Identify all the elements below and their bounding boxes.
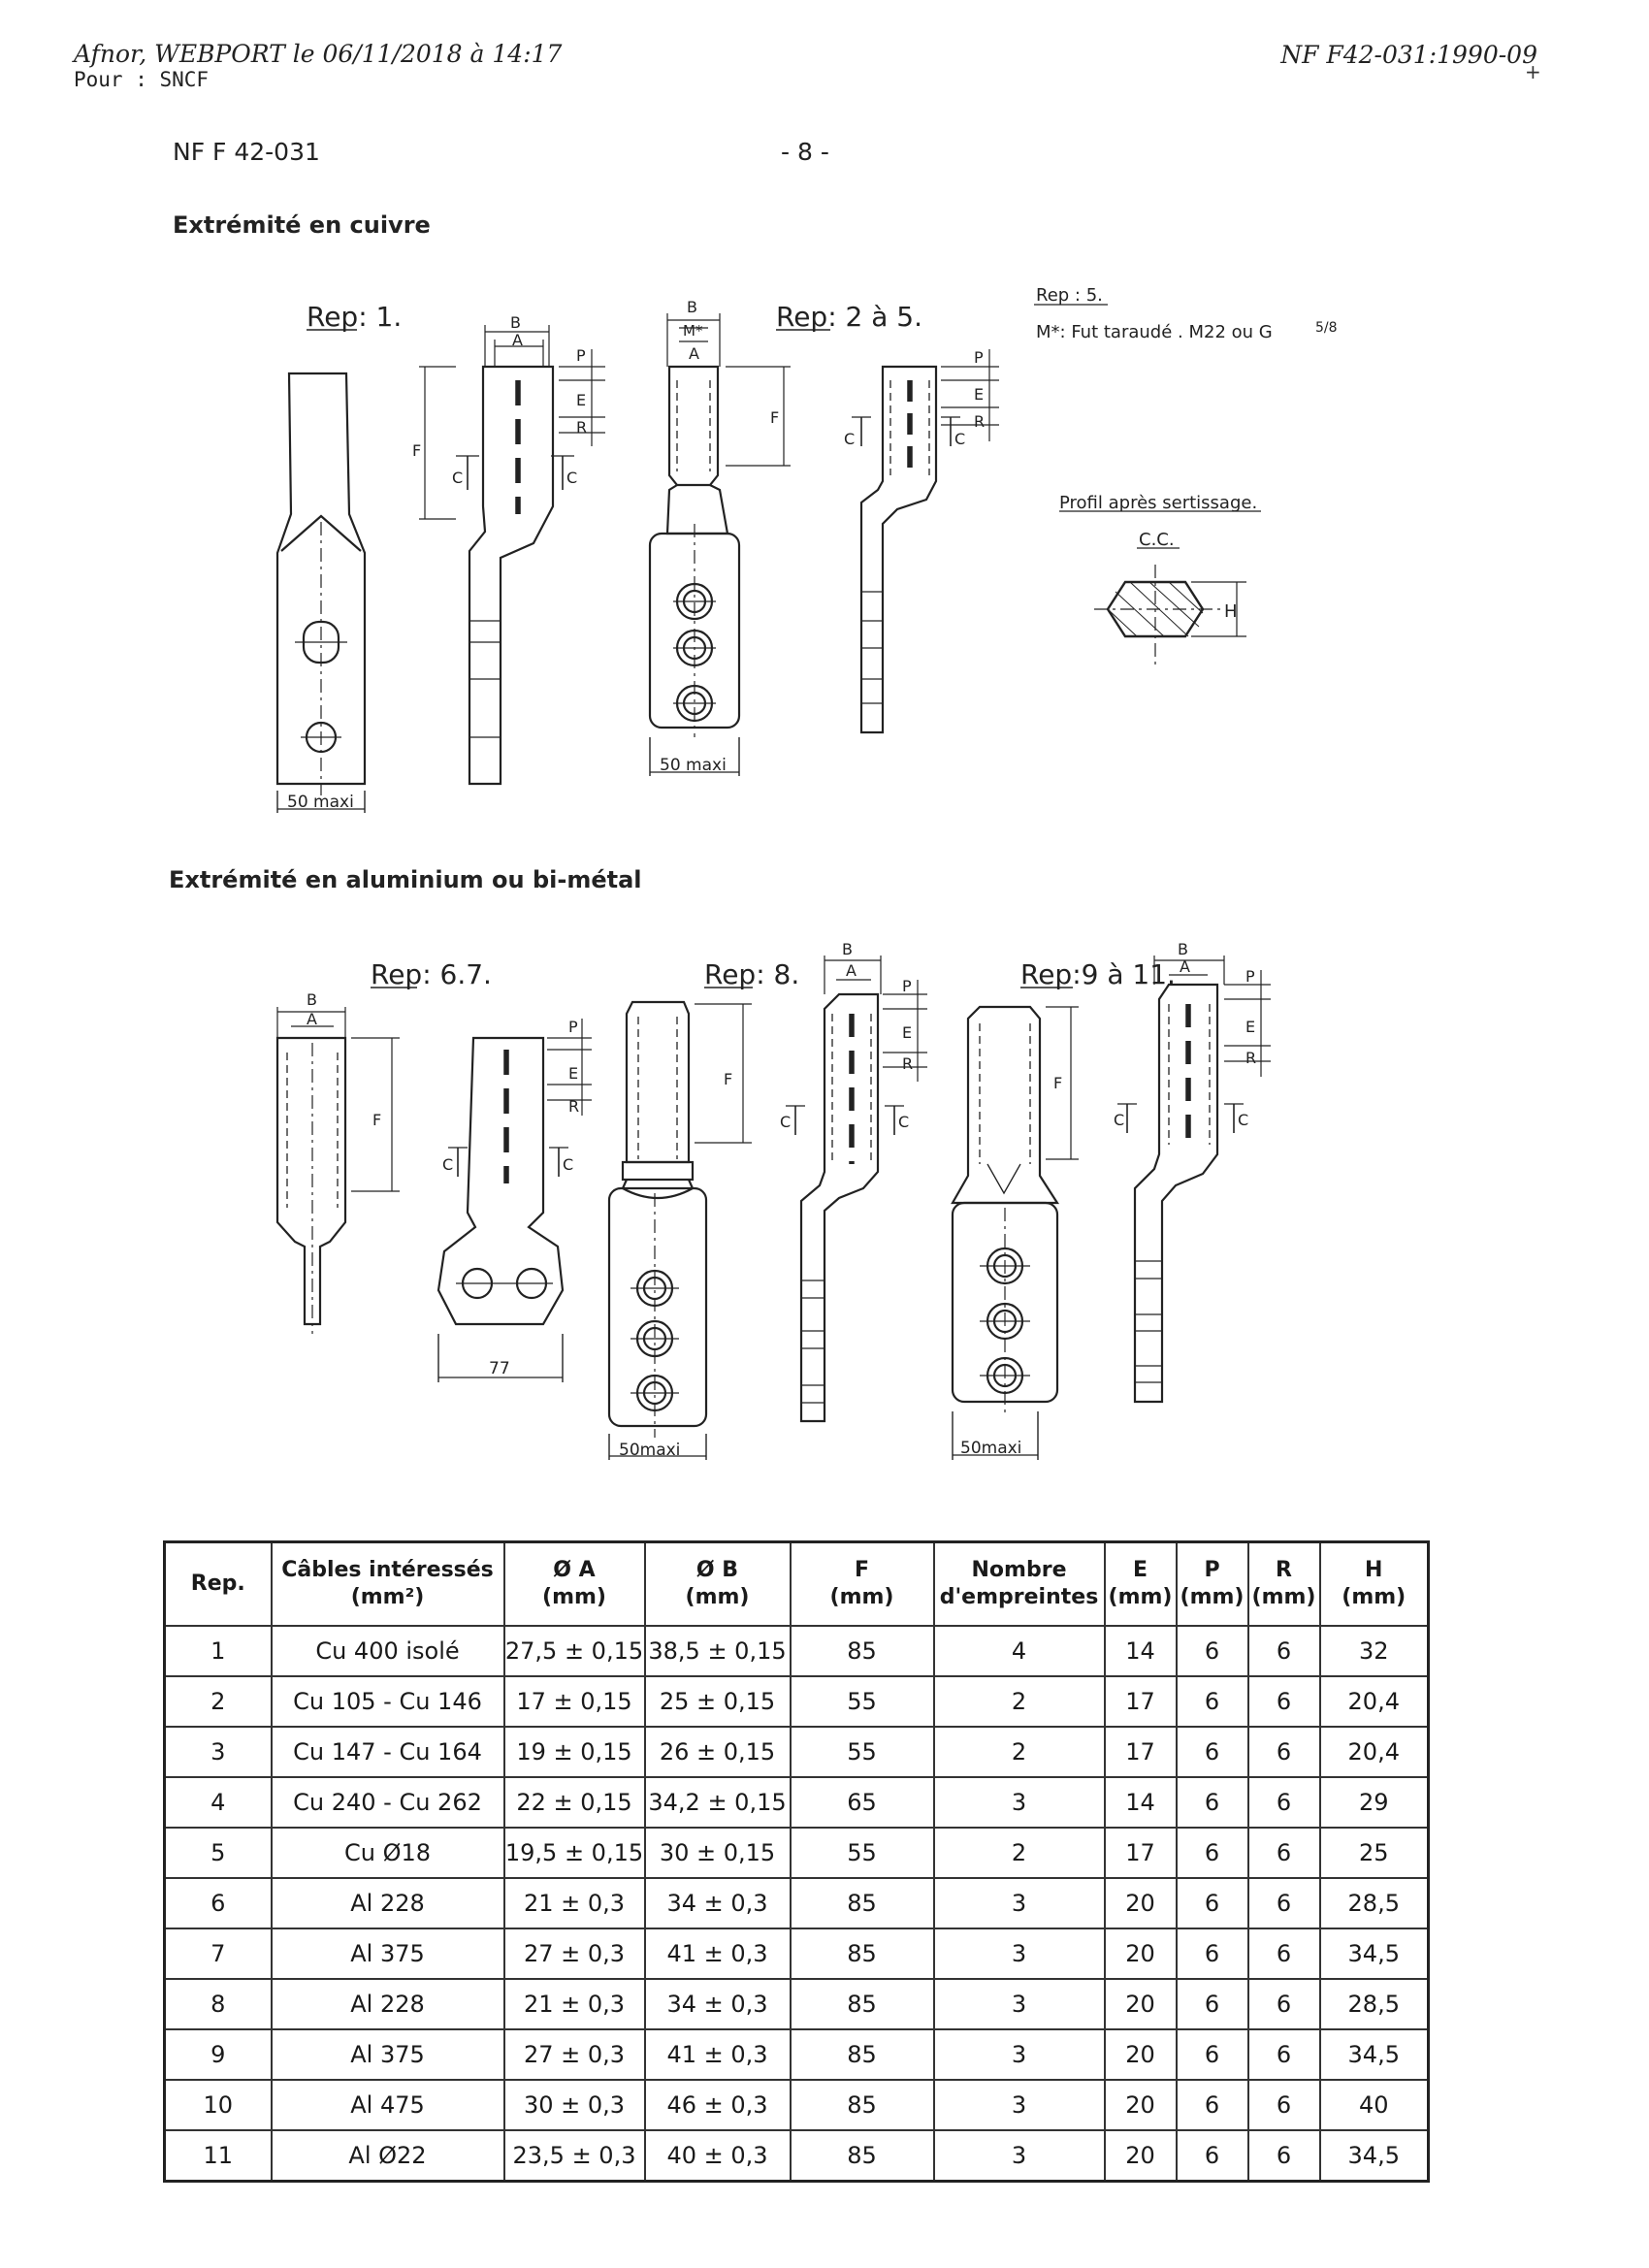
cell-f: 85 bbox=[791, 2130, 934, 2182]
drawing-rep2-side bbox=[852, 349, 999, 732]
cell-rep: 4 bbox=[165, 1777, 272, 1828]
cell-diameter-b: 34,2 ± 0,15 bbox=[645, 1777, 791, 1828]
table-row bbox=[165, 1626, 1429, 1676]
label-rep8-50maxi: 50maxi bbox=[619, 1441, 681, 1460]
cell-empreintes: 2 bbox=[934, 1828, 1105, 1878]
dim-b: B bbox=[687, 298, 697, 316]
column-header-diameter-a: Ø A (mm) bbox=[504, 1542, 645, 1627]
cell-diameter-a: 19,5 ± 0,15 bbox=[504, 1828, 645, 1878]
section-title-copper: Extrémité en cuivre bbox=[173, 211, 431, 239]
cell-rep: 11 bbox=[165, 2130, 272, 2182]
table-row bbox=[165, 2080, 1429, 2130]
cell-cables: Al 375 bbox=[272, 1928, 504, 1979]
cell-e: 20 bbox=[1105, 1979, 1177, 2029]
dim-f: F bbox=[412, 441, 422, 460]
cell-diameter-a: 22 ± 0,15 bbox=[504, 1777, 645, 1828]
cell-diameter-a: 19 ± 0,15 bbox=[504, 1727, 645, 1777]
cell-f: 85 bbox=[791, 2029, 934, 2080]
cell-r: 6 bbox=[1248, 1727, 1320, 1777]
label-rep2-5: Rep: 2 à 5. bbox=[776, 301, 923, 333]
cell-p: 6 bbox=[1177, 2130, 1248, 2182]
dim-a: A bbox=[307, 1010, 317, 1028]
cell-h: 34,5 bbox=[1320, 2130, 1429, 2182]
cell-empreintes: 2 bbox=[934, 1727, 1105, 1777]
dim-e: E bbox=[576, 391, 587, 409]
dim-c: C bbox=[1114, 1111, 1125, 1129]
standard-reference: NF F 42-031 bbox=[173, 138, 320, 166]
cell-diameter-a: 23,5 ± 0,3 bbox=[504, 2130, 645, 2182]
dim-c: C bbox=[898, 1113, 910, 1131]
cell-r: 6 bbox=[1248, 1928, 1320, 1979]
cell-cables: Al Ø22 bbox=[272, 2130, 504, 2182]
column-header-rep: Rep. bbox=[165, 1542, 272, 1627]
cell-f: 55 bbox=[791, 1727, 934, 1777]
dim-c: C bbox=[563, 1155, 574, 1174]
dim-m: M* bbox=[683, 322, 703, 340]
table-row bbox=[165, 1727, 1429, 1777]
dim-c: C bbox=[844, 430, 856, 448]
cell-r: 6 bbox=[1248, 1626, 1320, 1676]
table-header-row bbox=[165, 1542, 1429, 1627]
dim-p: P bbox=[1245, 967, 1255, 986]
cell-diameter-b: 40 ± 0,3 bbox=[645, 2130, 791, 2182]
dim-f: F bbox=[1053, 1074, 1063, 1092]
label-rep5-note: M*: Fut taraudé . M22 ou G bbox=[1036, 322, 1273, 342]
label-profile-title: Profil après sertissage. bbox=[1059, 493, 1258, 513]
cell-f: 85 bbox=[791, 1878, 934, 1928]
table-row bbox=[165, 1979, 1429, 2029]
cell-diameter-a: 27,5 ± 0,15 bbox=[504, 1626, 645, 1676]
cell-f: 65 bbox=[791, 1777, 934, 1828]
cell-r: 6 bbox=[1248, 1979, 1320, 2029]
cell-diameter-b: 26 ± 0,15 bbox=[645, 1727, 791, 1777]
cell-empreintes: 4 bbox=[934, 1626, 1105, 1676]
cell-rep: 7 bbox=[165, 1928, 272, 1979]
cell-p: 6 bbox=[1177, 1626, 1248, 1676]
cell-diameter-a: 17 ± 0,15 bbox=[504, 1676, 645, 1727]
dim-e: E bbox=[974, 385, 985, 404]
cell-diameter-a: 21 ± 0,3 bbox=[504, 1979, 645, 2029]
cell-h: 34,5 bbox=[1320, 1928, 1429, 1979]
cell-empreintes: 3 bbox=[934, 1979, 1105, 2029]
cell-diameter-b: 25 ± 0,15 bbox=[645, 1676, 791, 1727]
cell-h: 25 bbox=[1320, 1828, 1429, 1878]
table-row bbox=[165, 1928, 1429, 1979]
cell-e: 14 bbox=[1105, 1777, 1177, 1828]
cell-empreintes: 3 bbox=[934, 2080, 1105, 2130]
cell-p: 6 bbox=[1177, 1828, 1248, 1878]
cell-p: 6 bbox=[1177, 2080, 1248, 2130]
dim-e: E bbox=[568, 1064, 579, 1083]
table-row bbox=[165, 2029, 1429, 2080]
page-number: - 8 - bbox=[781, 138, 829, 166]
cell-diameter-a: 21 ± 0,3 bbox=[504, 1878, 645, 1928]
cell-h: 20,4 bbox=[1320, 1676, 1429, 1727]
cell-r: 6 bbox=[1248, 1828, 1320, 1878]
document-source-line: Afnor, WEBPORT le 06/11/2018 à 14:17 bbox=[74, 40, 563, 68]
column-header-empreintes: Nombre d'empreintes bbox=[934, 1542, 1105, 1627]
column-header-h: H (mm) bbox=[1320, 1542, 1429, 1627]
cell-p: 6 bbox=[1177, 1878, 1248, 1928]
dim-r: R bbox=[1245, 1049, 1257, 1067]
dim-c: C bbox=[954, 430, 966, 448]
label-rep9-50maxi: 50maxi bbox=[960, 1439, 1022, 1458]
column-header-p: P (mm) bbox=[1177, 1542, 1248, 1627]
label-rep1: Rep: 1. bbox=[307, 301, 403, 333]
dim-p: P bbox=[974, 348, 984, 367]
cell-e: 17 bbox=[1105, 1676, 1177, 1727]
cell-p: 6 bbox=[1177, 1979, 1248, 2029]
standard-reference-header: NF F42-031:1990-09 bbox=[1280, 41, 1537, 69]
cell-diameter-b: 46 ± 0,3 bbox=[645, 2080, 791, 2130]
drawing-rep2-front bbox=[650, 313, 791, 776]
dim-b: B bbox=[842, 940, 853, 958]
cell-f: 55 bbox=[791, 1676, 934, 1727]
label-rep8: Rep: 8. bbox=[704, 958, 800, 990]
cell-cables: Al 228 bbox=[272, 1979, 504, 2029]
label-rep5: Rep : 5. bbox=[1036, 285, 1103, 306]
drawing-rep1-front bbox=[277, 373, 365, 813]
column-header-cables: Câbles intéressés (mm²) bbox=[272, 1542, 504, 1627]
dim-c: C bbox=[442, 1155, 454, 1174]
cell-empreintes: 2 bbox=[934, 1676, 1105, 1727]
dim-c: C bbox=[452, 469, 464, 487]
drawing-rep6-front bbox=[277, 1007, 400, 1334]
label-rep6-7: Rep: 6.7. bbox=[371, 958, 492, 990]
cell-h: 40 bbox=[1320, 2080, 1429, 2130]
cell-e: 20 bbox=[1105, 2029, 1177, 2080]
cell-f: 85 bbox=[791, 1979, 934, 2029]
dim-r: R bbox=[902, 1054, 914, 1073]
cell-diameter-b: 38,5 ± 0,15 bbox=[645, 1626, 791, 1676]
cell-cables: Al 228 bbox=[272, 1878, 504, 1928]
dim-p: P bbox=[576, 346, 586, 365]
cell-diameter-b: 41 ± 0,3 bbox=[645, 2029, 791, 2080]
cell-f: 85 bbox=[791, 1626, 934, 1676]
cell-cables: Al 475 bbox=[272, 2080, 504, 2130]
cell-h: 28,5 bbox=[1320, 1878, 1429, 1928]
label-rep5-fraction: 5/8 bbox=[1315, 320, 1338, 336]
dim-c: C bbox=[566, 469, 578, 487]
cell-empreintes: 3 bbox=[934, 1777, 1105, 1828]
cell-cables: Al 375 bbox=[272, 2029, 504, 2080]
dim-b: B bbox=[307, 990, 317, 1009]
cell-rep: 5 bbox=[165, 1828, 272, 1878]
cell-r: 6 bbox=[1248, 2080, 1320, 2130]
registration-mark: + bbox=[1525, 60, 1541, 83]
label-section-cc: C.C. bbox=[1139, 530, 1175, 550]
column-header-diameter-b: Ø B (mm) bbox=[645, 1542, 791, 1627]
label-rep2-50maxi: 50 maxi bbox=[660, 756, 727, 775]
table-row bbox=[165, 1878, 1429, 1928]
dim-f: F bbox=[372, 1111, 382, 1129]
cell-h: 32 bbox=[1320, 1626, 1429, 1676]
document-recipient-line: Pour : SNCF bbox=[74, 68, 210, 91]
cell-empreintes: 3 bbox=[934, 1878, 1105, 1928]
label-rep6-77: 77 bbox=[489, 1359, 510, 1378]
cell-diameter-b: 34 ± 0,3 bbox=[645, 1979, 791, 2029]
dim-a: A bbox=[846, 961, 857, 980]
cell-e: 17 bbox=[1105, 1828, 1177, 1878]
dim-e: E bbox=[902, 1023, 913, 1042]
cell-f: 85 bbox=[791, 1928, 934, 1979]
cell-diameter-a: 27 ± 0,3 bbox=[504, 1928, 645, 1979]
column-header-f: F (mm) bbox=[791, 1542, 934, 1627]
cell-r: 6 bbox=[1248, 1676, 1320, 1727]
cell-p: 6 bbox=[1177, 1727, 1248, 1777]
cell-e: 14 bbox=[1105, 1626, 1177, 1676]
cell-h: 28,5 bbox=[1320, 1979, 1429, 2029]
cell-empreintes: 3 bbox=[934, 1928, 1105, 1979]
section-title-aluminium: Extrémité en aluminium ou bi-métal bbox=[169, 866, 642, 893]
cell-rep: 10 bbox=[165, 2080, 272, 2130]
cell-diameter-b: 41 ± 0,3 bbox=[645, 1928, 791, 1979]
cell-h: 20,4 bbox=[1320, 1727, 1429, 1777]
table-body bbox=[165, 1626, 1429, 2182]
cell-e: 17 bbox=[1105, 1727, 1177, 1777]
cell-cables: Cu 240 - Cu 262 bbox=[272, 1777, 504, 1828]
dim-r: R bbox=[974, 412, 986, 431]
specification-table bbox=[163, 1540, 1430, 2183]
label-rep9-11: Rep:9 à 11. bbox=[1020, 958, 1176, 990]
dim-a: A bbox=[689, 344, 699, 363]
cell-empreintes: 3 bbox=[934, 2130, 1105, 2182]
cell-e: 20 bbox=[1105, 2080, 1177, 2130]
cell-r: 6 bbox=[1248, 2029, 1320, 2080]
cell-f: 85 bbox=[791, 2080, 934, 2130]
cell-e: 20 bbox=[1105, 1878, 1177, 1928]
dim-r: R bbox=[576, 418, 588, 437]
table-row bbox=[165, 2130, 1429, 2182]
cell-diameter-b: 34 ± 0,3 bbox=[645, 1878, 791, 1928]
label-dim-h: H bbox=[1224, 601, 1238, 622]
cell-r: 6 bbox=[1248, 1878, 1320, 1928]
table-row bbox=[165, 1676, 1429, 1727]
column-header-e: E (mm) bbox=[1105, 1542, 1177, 1627]
dim-f: F bbox=[724, 1070, 733, 1088]
cell-f: 55 bbox=[791, 1828, 934, 1878]
label-rep1-50maxi: 50 maxi bbox=[287, 793, 354, 812]
dim-c: C bbox=[1238, 1111, 1249, 1129]
cell-rep: 3 bbox=[165, 1727, 272, 1777]
dim-r: R bbox=[568, 1097, 580, 1116]
cell-diameter-a: 30 ± 0,3 bbox=[504, 2080, 645, 2130]
cell-cables: Cu 105 - Cu 146 bbox=[272, 1676, 504, 1727]
cell-p: 6 bbox=[1177, 2029, 1248, 2080]
dim-e: E bbox=[1245, 1018, 1256, 1036]
cell-rep: 2 bbox=[165, 1676, 272, 1727]
dim-b: B bbox=[1178, 940, 1188, 958]
dim-a: A bbox=[512, 331, 523, 349]
dim-f: F bbox=[770, 408, 780, 427]
cell-p: 6 bbox=[1177, 1928, 1248, 1979]
dim-c: C bbox=[780, 1113, 792, 1131]
cell-empreintes: 3 bbox=[934, 2029, 1105, 2080]
cell-e: 20 bbox=[1105, 1928, 1177, 1979]
cell-h: 34,5 bbox=[1320, 2029, 1429, 2080]
cell-rep: 6 bbox=[165, 1878, 272, 1928]
cell-diameter-a: 27 ± 0,3 bbox=[504, 2029, 645, 2080]
cell-cables: Cu 147 - Cu 164 bbox=[272, 1727, 504, 1777]
dim-p: P bbox=[902, 977, 912, 995]
column-header-r: R (mm) bbox=[1248, 1542, 1320, 1627]
dim-p: P bbox=[568, 1018, 578, 1036]
table-row bbox=[165, 1777, 1429, 1828]
cell-e: 20 bbox=[1105, 2130, 1177, 2182]
table-row bbox=[165, 1828, 1429, 1878]
cell-p: 6 bbox=[1177, 1777, 1248, 1828]
cell-h: 29 bbox=[1320, 1777, 1429, 1828]
cell-p: 6 bbox=[1177, 1676, 1248, 1727]
cell-r: 6 bbox=[1248, 2130, 1320, 2182]
cell-r: 6 bbox=[1248, 1777, 1320, 1828]
cell-cables: Cu Ø18 bbox=[272, 1828, 504, 1878]
dim-a: A bbox=[1180, 957, 1190, 976]
cell-cables: Cu 400 isolé bbox=[272, 1626, 504, 1676]
cell-rep: 9 bbox=[165, 2029, 272, 2080]
dim-b: B bbox=[510, 313, 521, 332]
cell-rep: 8 bbox=[165, 1979, 272, 2029]
cell-diameter-b: 30 ± 0,15 bbox=[645, 1828, 791, 1878]
cell-rep: 1 bbox=[165, 1626, 272, 1676]
